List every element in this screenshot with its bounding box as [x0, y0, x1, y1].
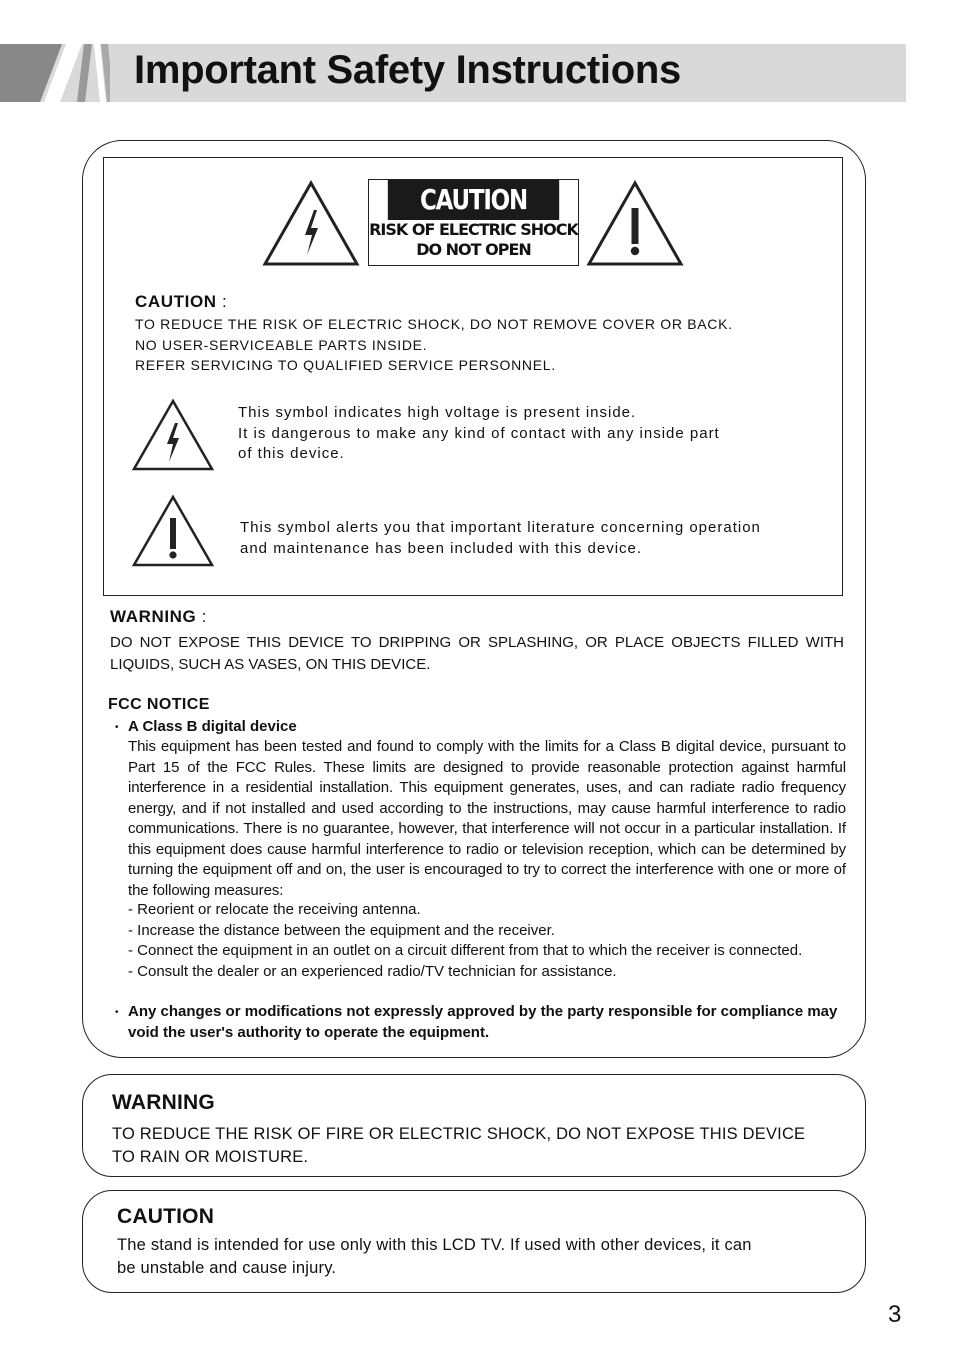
voltage-text-line: of this device.	[238, 445, 345, 462]
fcc-measures-list	[128, 900, 802, 982]
list-item: - Reorient or relocate the receiving antenna.	[128, 901, 421, 918]
exclamation-warning-icon	[586, 180, 684, 267]
high-voltage-warning-icon	[262, 180, 360, 267]
header-stripes-decoration	[0, 44, 110, 102]
list-item: - Consult the dealer or an experienced radio/TV technician for assistance.	[128, 962, 617, 980]
list-item: - Connect the equipment in an outlet on a circuit different from that to which the receiver is connected.	[128, 942, 803, 959]
warning-heading-text: WARNING	[110, 607, 197, 626]
page-header	[0, 44, 906, 102]
bullet: •	[115, 1007, 119, 1018]
list-item: - Increase the distance between the equipment and the receiver.	[128, 921, 555, 939]
caution-colon: :	[221, 292, 228, 311]
warning-box-title: WARNING	[112, 1091, 215, 1114]
caution-label-line2: DO NOT OPEN	[416, 240, 531, 259]
caution-label-title: CAUTION	[388, 180, 559, 220]
fcc-title: FCC NOTICE	[108, 696, 210, 713]
caution-line: NO USER-SERVICEABLE PARTS INSIDE.	[135, 336, 428, 353]
bullet: •	[115, 722, 119, 733]
voltage-text-line: It is dangerous to make any kind of contact with any inside part	[238, 424, 720, 442]
warning-colon: :	[201, 607, 208, 626]
fcc-subtitle: A Class B digital device	[128, 718, 297, 735]
caution-box-text: The stand is intended for use only with this LCD TV. If used with other devices, it can be unstable and cause injury.	[117, 1236, 752, 1277]
exclamation-symbol-icon	[131, 494, 215, 568]
caution-line: TO REDUCE THE RISK OF ELECTRIC SHOCK, DO NOT REMOVE COVER OR BACK.	[135, 316, 733, 332]
caution-label-line1: RISK OF ELECTRIC SHOCK	[369, 220, 578, 239]
voltage-text-line: This symbol indicates high voltage is present inside.	[238, 404, 637, 421]
caution-heading	[135, 292, 227, 312]
alert-symbol-description	[240, 518, 761, 559]
alert-text-line: and maintenance has been included with this device.	[240, 539, 643, 557]
page-title: Important Safety Instructions	[134, 48, 681, 92]
fcc-final-notice: Any changes or modifications not expressly approved by the party responsible for compliance may void the user's authority to operate the equipment.	[128, 1003, 838, 1041]
warning-box-text: TO REDUCE THE RISK OF FIRE OR ELECTRIC SHOCK, DO NOT EXPOSE THIS DEVICE TO RAIN OR MOISTURE.	[112, 1125, 806, 1166]
alert-text-line: This symbol alerts you that important literature concerning operation	[240, 519, 761, 536]
high-voltage-symbol-icon	[131, 398, 215, 472]
warning-heading	[110, 607, 207, 627]
caution-lines	[135, 314, 733, 376]
page-number: 3	[888, 1301, 902, 1328]
caution-heading-text: CAUTION	[135, 292, 217, 311]
fcc-body: This equipment has been tested and found to comply with the limits for a Class B digital device, pursuant to Part 15 of the FCC Rules. These limits are designed to provide reasonable protection against harmful interference in a residential installation. This equipment generates, uses, and can radiate radio frequency energy, and if not installed and used according to the instructions, may cause harmful interference to radio communications. There is no guarantee, however, that interference will not occur in a particular installation. If this equipment does cause harmful interference to radio or television reception, which can be determined by turning the equipment off and on, the user is encouraged to try to correct the interference with one or more of the following measures:	[128, 738, 846, 899]
warning-text: DO NOT EXPOSE THIS DEVICE TO DRIPPING OR SPLASHING, OR PLACE OBJECTS FILLED WITH LIQUIDS, SUCH AS VASES, ON THIS DEVICE.	[110, 634, 844, 673]
caution-line: REFER SERVICING TO QUALIFIED SERVICE PERSONNEL.	[135, 357, 556, 373]
caution-box-title: CAUTION	[117, 1205, 215, 1228]
caution-label-sticker	[368, 179, 579, 266]
voltage-symbol-description	[238, 403, 720, 465]
